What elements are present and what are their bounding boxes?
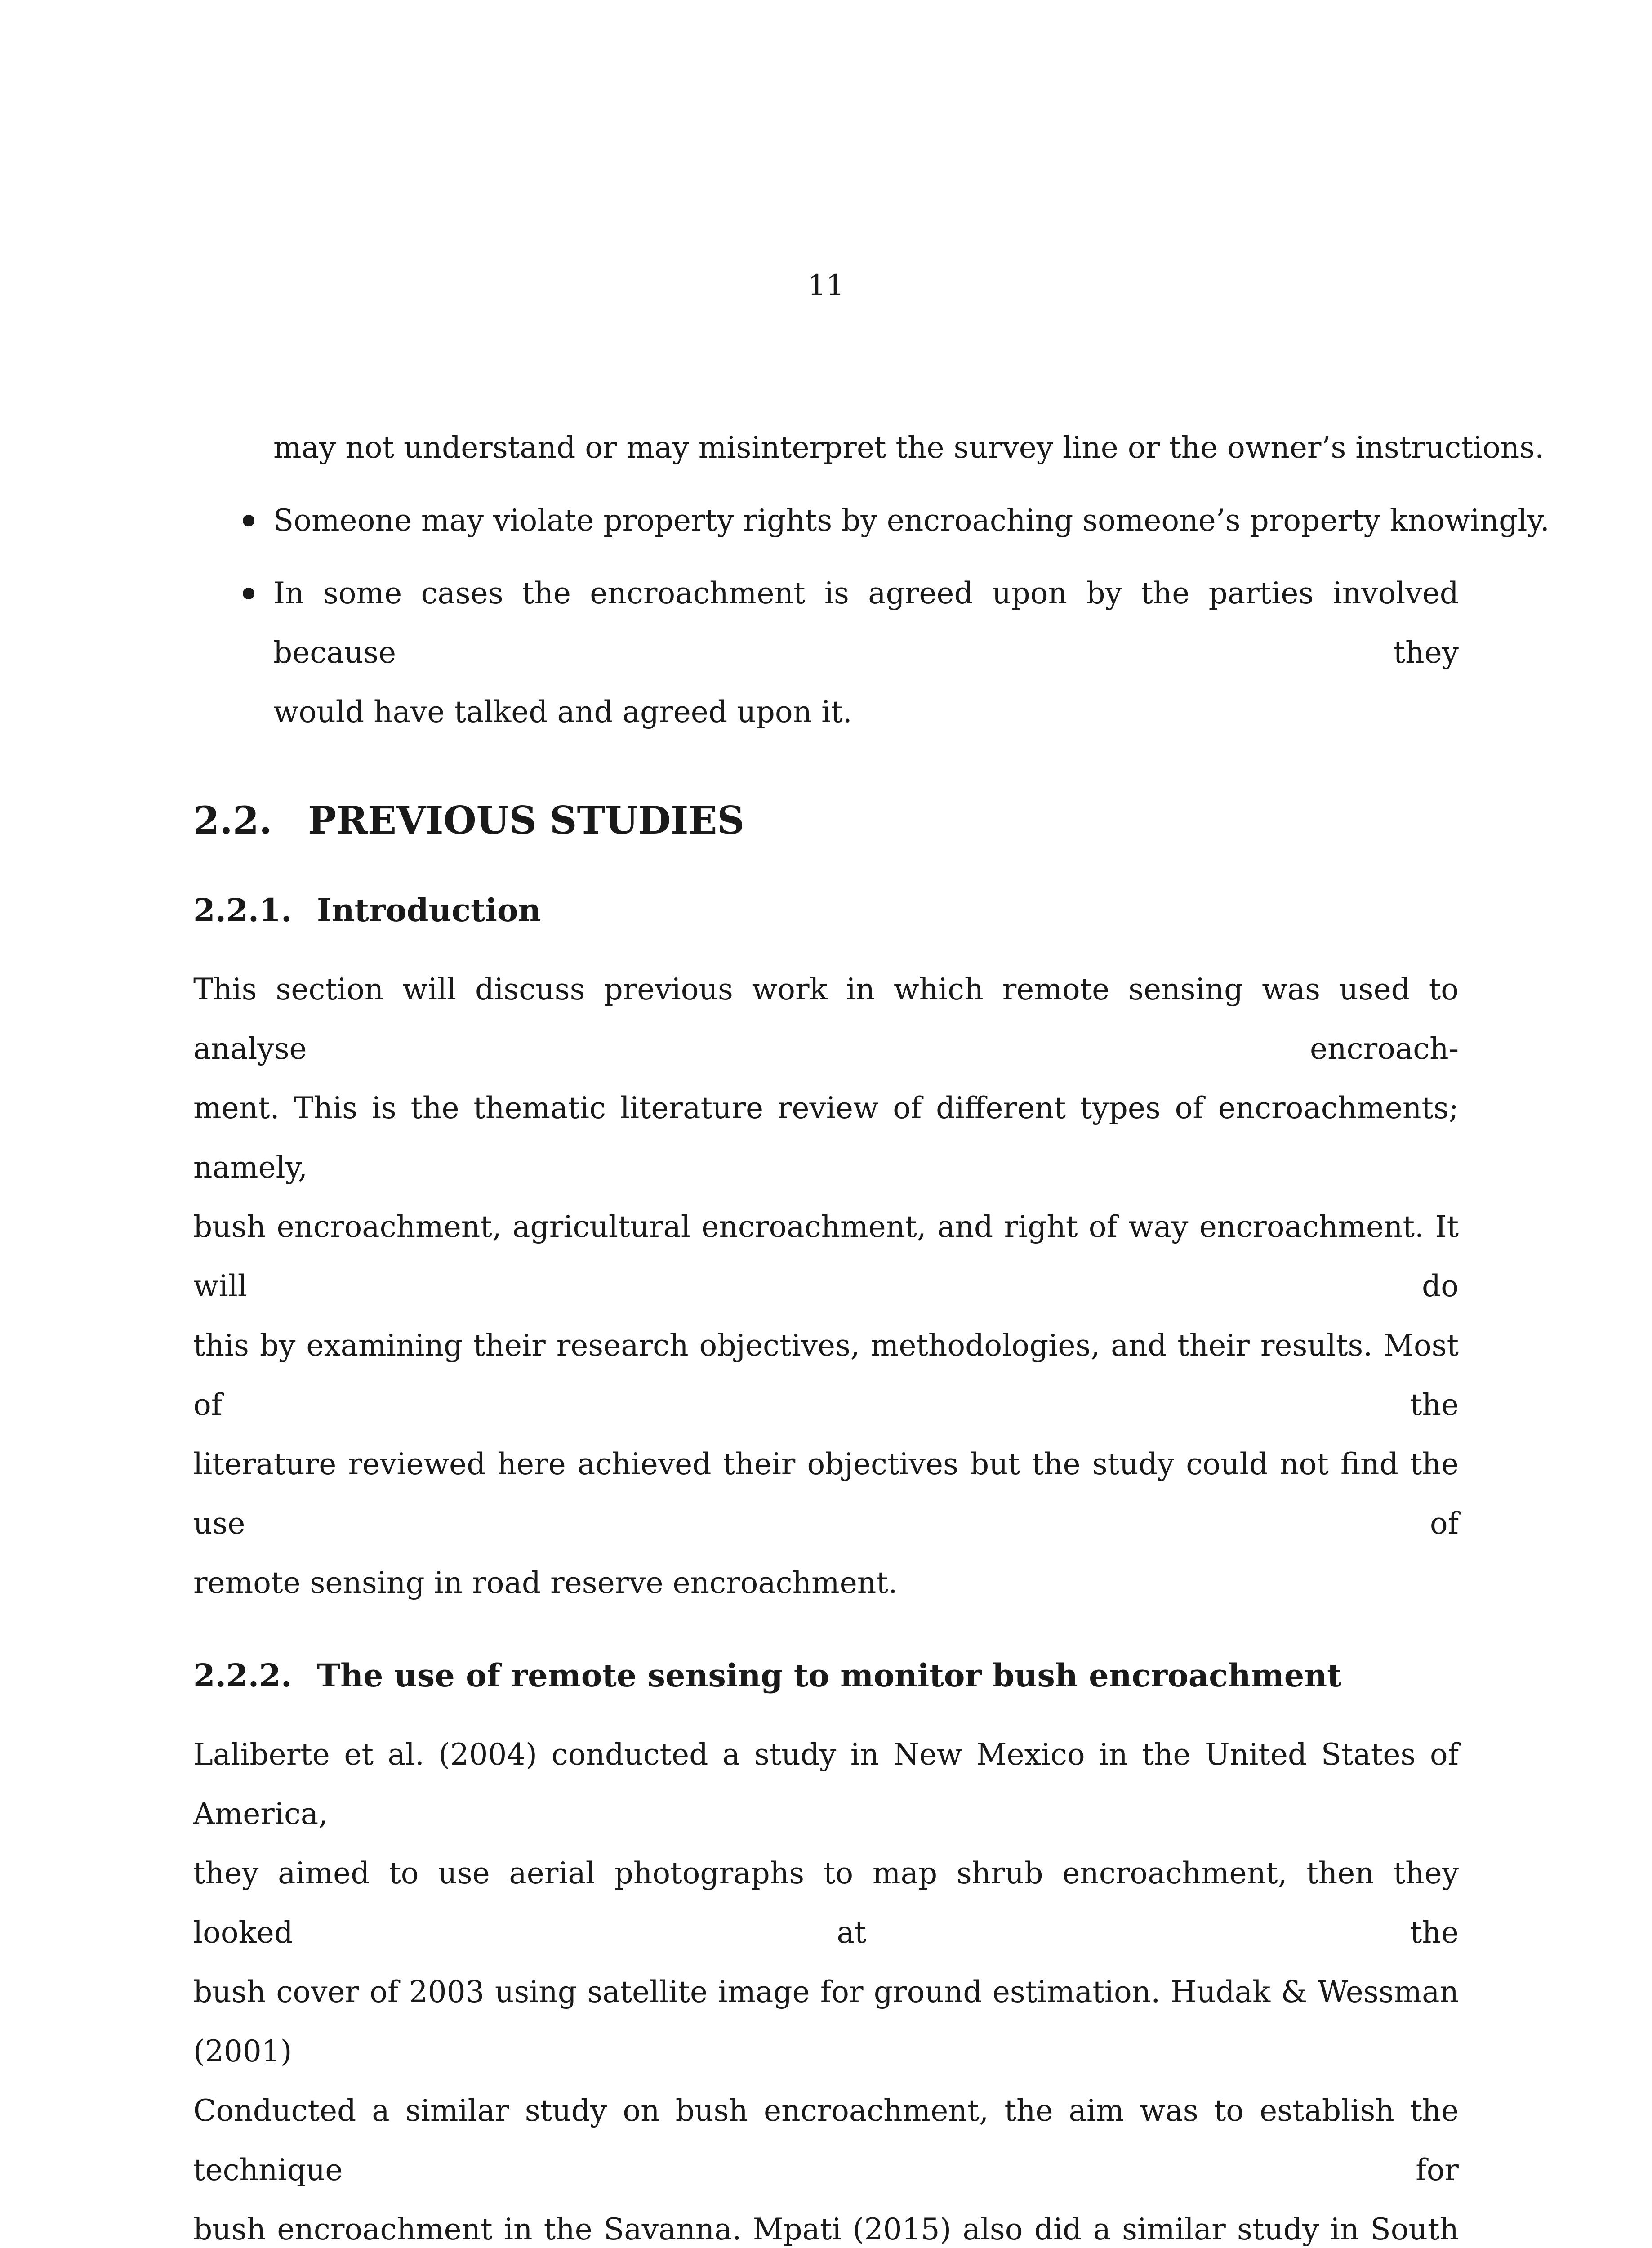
section-title: PREVIOUS STUDIES <box>308 798 745 843</box>
section-number: 2.2. <box>193 798 272 843</box>
section-heading <box>193 794 1459 847</box>
bullet-item <box>193 491 1550 550</box>
subsection-heading <box>193 886 1459 935</box>
page-number: 11 <box>807 269 845 302</box>
continuation-line: may not understand or may misinterpret the survey line or the owner’s instructions. <box>273 430 1545 465</box>
document-body <box>193 418 1550 2248</box>
text-line: Conducted a similar study on bush encroachment, the aim was to establish the technique for <box>193 2093 1459 2187</box>
bullet-dot-icon <box>243 515 254 526</box>
text-line: remote sensing in road reserve encroachment. <box>193 1566 898 1600</box>
bullet-dot-icon <box>243 588 254 599</box>
subsection-number: 2.2.2. <box>193 1657 292 1694</box>
text-line: they aimed to use aerial photographs to map shrub encroachment, then they looked at the <box>193 1856 1459 1950</box>
text-line: bush cover of 2003 using satellite image for ground estimation. Hudak & Wessman (2001) <box>193 1975 1459 2069</box>
bullet-line: In some cases the encroachment is agreed upon by the parties involved because they <box>273 576 1459 670</box>
text-line: This section will discuss previous work in which remote sensing was used to analyse encroach- <box>193 972 1459 1066</box>
paragraph-introduction <box>193 960 1459 1613</box>
text-line: Laliberte et al. (2004) conducted a study in New Mexico in the United States of America, <box>193 1737 1459 1831</box>
subsection-title: The use of remote sensing to monitor bush encroachment <box>317 1657 1342 1694</box>
text-line: bush encroachment in the Savanna. Mpati (2015) also did a similar study in South <box>193 2212 1459 2247</box>
text-line: this by examining their research objectives, methodologies, and their results. Most of the <box>193 1328 1459 1422</box>
bullet-item <box>193 564 1459 742</box>
subsection-title: Introduction <box>317 892 541 929</box>
subsection-heading <box>193 1651 1459 1700</box>
subsection-number: 2.2.1. <box>193 892 292 929</box>
text-line: bush encroachment, agricultural encroachment, and right of way encroachment. It will do <box>193 1209 1459 1303</box>
text-line: literature reviewed here achieved their objectives but the study could not find the use of <box>193 1447 1459 1541</box>
paragraph-bush-encroachment <box>193 1725 1459 2248</box>
text-line: ment. This is the thematic literature review of different types of encroachments; namely, <box>193 1091 1459 1185</box>
bullet-line: Someone may violate property rights by encroaching someone’s property knowingly. <box>273 503 1550 538</box>
bullet-line: would have talked and agreed upon it. <box>273 695 852 729</box>
